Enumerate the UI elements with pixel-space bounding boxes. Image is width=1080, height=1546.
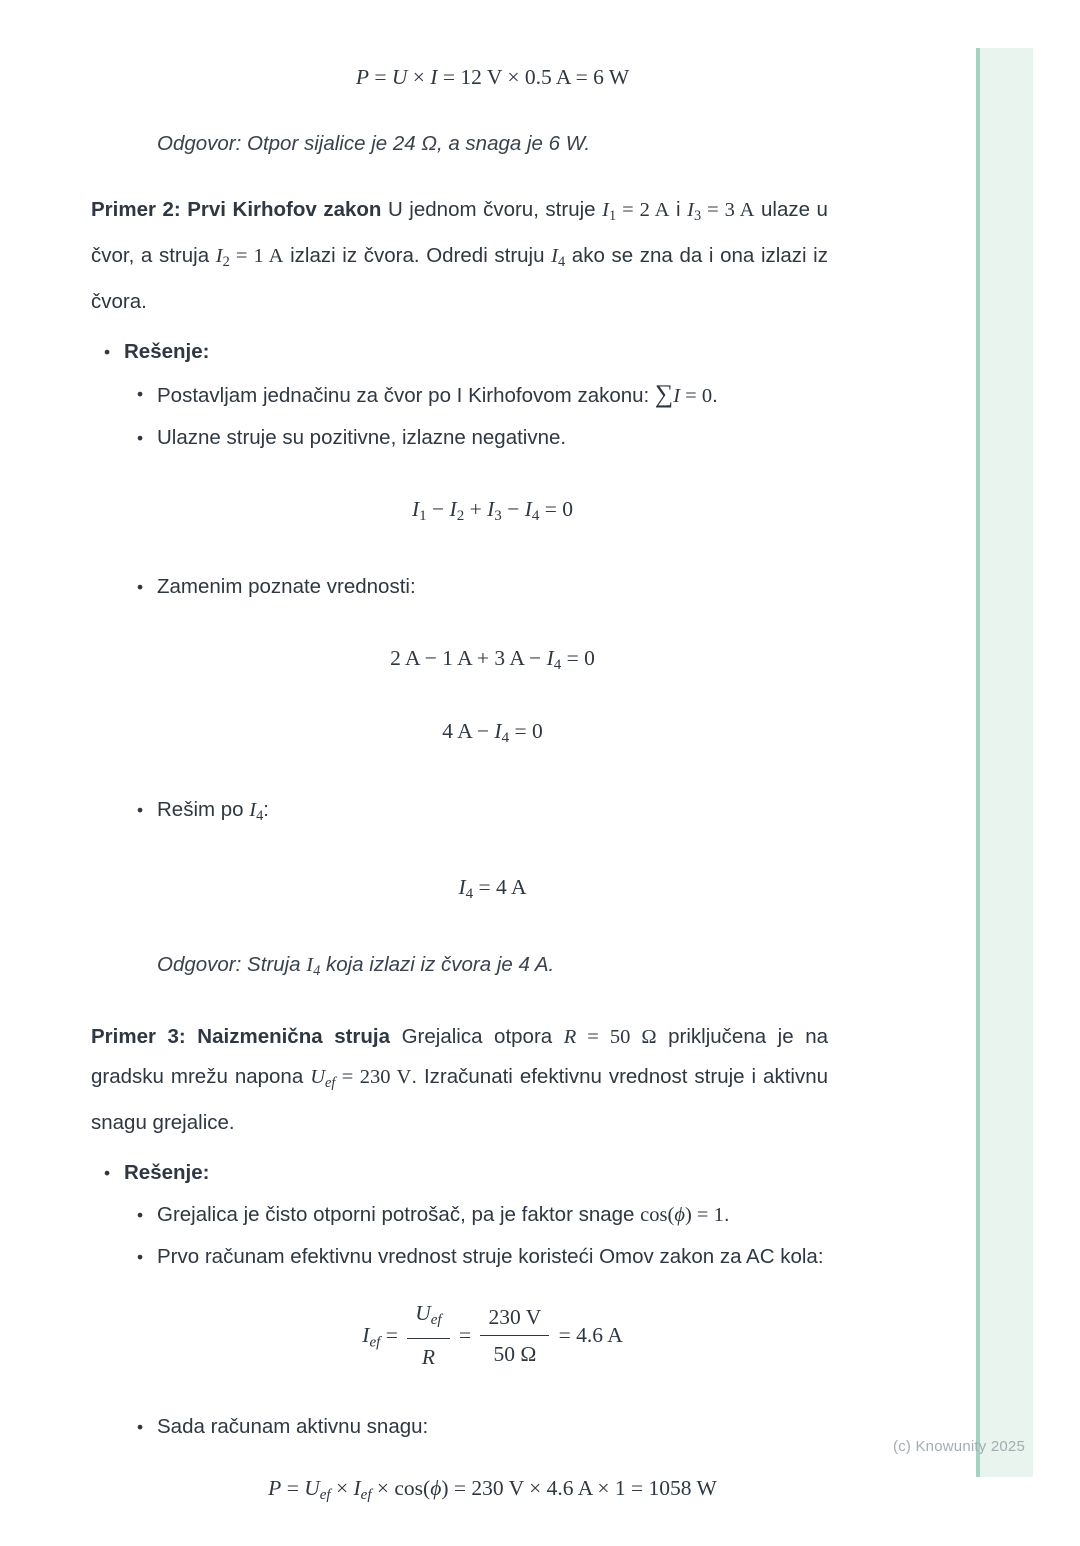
- step-active-power: • Sada računam aktivnu snagu:: [157, 1407, 828, 1447]
- phi-symbol: ϕ: [430, 1476, 442, 1501]
- answer-primer1: Odgovor: Otpor sijalice je 24 Ω, a snaga je 6 W.: [157, 132, 591, 155]
- step-ohm-ac: • Prvo računam efektivnu vrednost struje koristeći Omov zakon za AC kola:: [157, 1237, 828, 1277]
- sum-symbol: ∑: [654, 379, 674, 409]
- primer2-paragraph: Primer 2: Prvi Kirhofov zakon U jednom čvoru, struje I1 = 2 A i I3 = 3 A ulaze u čvor, a struja I2 = 1 A izlazi iz čvora. Odredi struju I4 ako se zna da i ona izlazi iz čvora.: [91, 198, 828, 314]
- step-sign-convention: • Ulazne struje su pozitivne, izlazne negativne.: [157, 418, 828, 458]
- formula-ac-power: P = Uef × Ief × cos(ϕ) = 230 V × 4.6 A × 1 = 1058 W: [268, 1476, 717, 1504]
- step-solve-i4: • Rešim po I4:: [157, 790, 828, 836]
- formula-dc-power: P = U × I = 12 V × 0.5 A = 6 W: [355, 65, 630, 89]
- resenje3-list: [91, 1153, 828, 1510]
- answer-primer2: Odgovor: Struja I4 koja izlazi iz čvora je 4 A.: [157, 952, 555, 979]
- document-content: [91, 0, 828, 1546]
- primer3-paragraph: Primer 3: Naizmenična struja Grejalica otpora R = 50 Ω priključena je na gradsku mrežu napona Uef = 230 V. Izračunati efektivnu vrednost struje i aktivnu snagu grejalice.: [91, 1024, 829, 1134]
- resenje2-steps: [124, 374, 828, 909]
- resenje3-heading: • Rešenje: • Grejalica je čisto otporni potrošač, pa je faktor snage cos(ϕ) = 1. • Prvo računam efektivnu vrednost struje koristeći Omov zakon za AC kola: Ief = $\frac{\text{Uef}}{R}$ = $\frac{230 V}{50 \Omega}$ = 4.6 A • Sada računam aktivnu snagu: P = Uef × Ief × cos(ϕ) = 230 V × 4.6 A × 1 = 1058 W: [124, 1153, 828, 1510]
- watermark: (c) Knowunity 2025: [893, 1438, 1026, 1455]
- formula-ief: Ief = $\frac{\text{Uef}}{R}$ = $\frac{230 V}{50 \Omega}$ = 4.6 A: [157, 1297, 828, 1377]
- decorative-right-stripe: [976, 48, 1033, 1477]
- formula-kirchhoff-simplified: 4 A − I4 = 0: [442, 719, 543, 747]
- fraction-uef-over-r: $\frac{\text{Uef}}{R}$: [407, 1295, 449, 1375]
- resenje3-steps: [124, 1195, 828, 1510]
- primer2-title: Primer 2: Prvi Kirhofov zakon: [91, 198, 382, 221]
- formula-kirchhoff-values: 2 A − 1 A + 3 A − I4 = 0: [390, 646, 595, 674]
- fraction-230v-over-50ohm: $\frac{230 V}{50 \Omega}$: [480, 1299, 549, 1372]
- step-kirchhoff-equation: • Postavljam jednačinu za čvor po I Kirhofovom zakonu: ∑I = 0.: [157, 374, 828, 416]
- phi-symbol: ϕ: [674, 1203, 685, 1226]
- formula-i4-result: I4 = 4 A: [458, 874, 527, 902]
- primer3-title: Primer 3: Naizmenična struja: [91, 1024, 391, 1048]
- resenje2-heading: • Rešenje: • Postavljam jednačinu za čvor po I Kirhofovom zakonu: ∑I = 0. • Ulazne struje su pozitivne, izlazne negativne. I1 − I2 + I3 − I4 = 0 • Zamenim poznate vrednosti: 2 A − 1 A + 3 A − I4 = 0 4 A − I4 = 0 • Rešim po I4: I4 = 4 A: [124, 332, 828, 909]
- resenje2-list: [91, 332, 828, 909]
- formula-kirchhoff-symbolic: I1 − I2 + I3 − I4 = 0: [411, 497, 574, 525]
- step-substitute: • Zamenim poznate vrednosti:: [157, 567, 828, 607]
- step-power-factor: • Grejalica je čisto otporni potrošač, pa je faktor snage cos(ϕ) = 1.: [157, 1195, 828, 1235]
